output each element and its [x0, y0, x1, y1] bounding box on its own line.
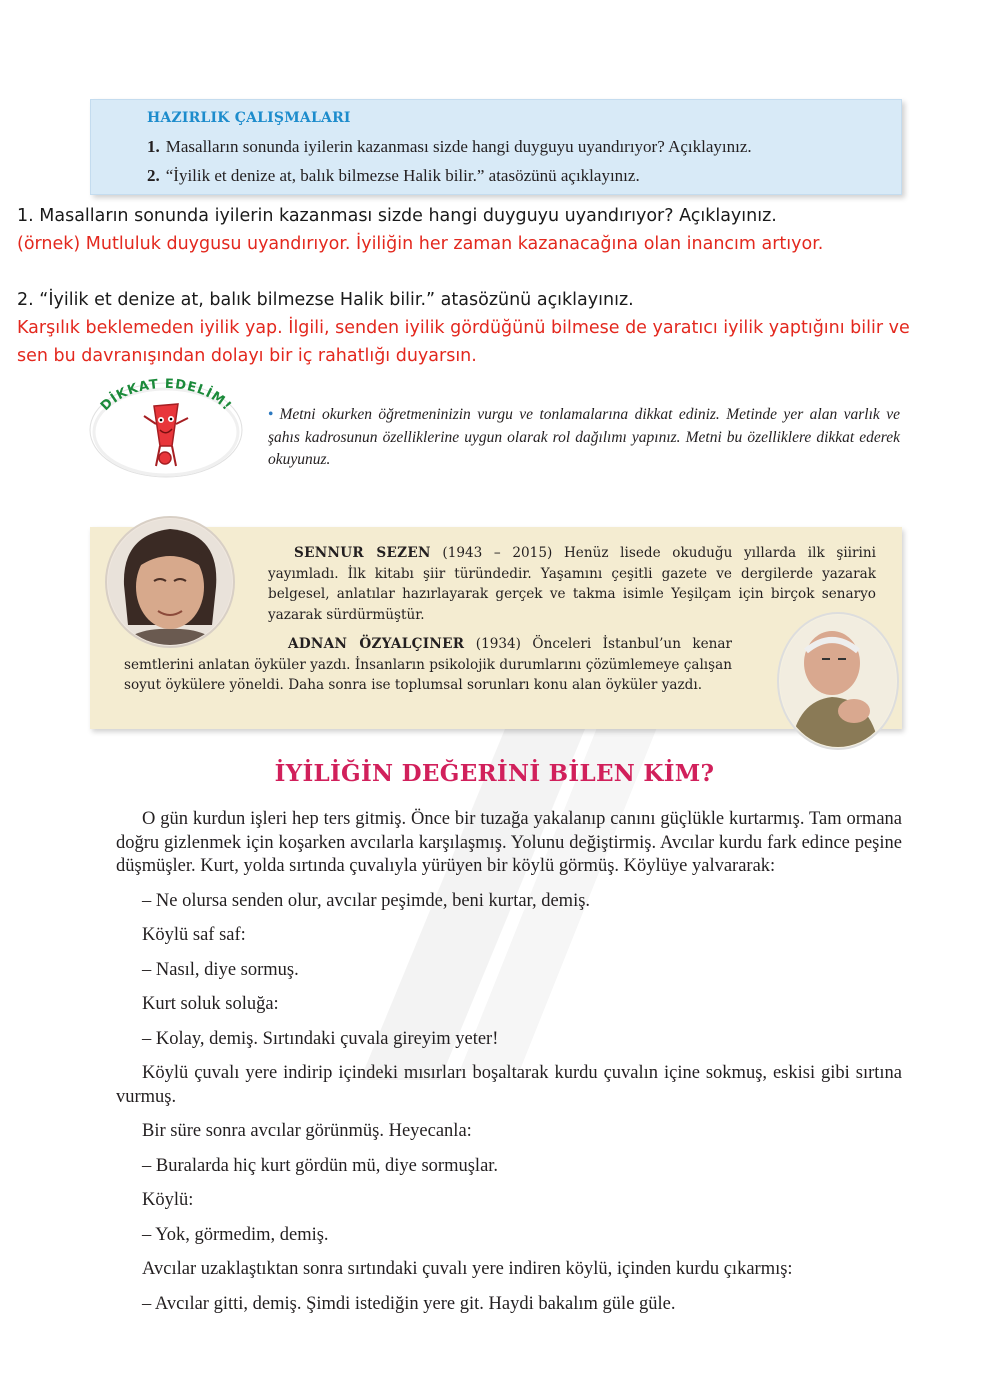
bullet-icon: •: [268, 406, 274, 423]
author-years: (1934): [475, 636, 521, 652]
preparation-question-2: [147, 166, 640, 186]
portrait-sennur-sezen: [104, 515, 236, 649]
story-paragraph: – Yok, görmedim, demiş.: [142, 1224, 329, 1245]
attention-badge-icon: [86, 376, 246, 480]
author-name: SENNUR SEZEN: [294, 545, 431, 561]
question-text: Masalların sonunda iyilerin kazanması sizde hangi duyguyu uyandırıyor? Açıklayınız.: [165, 137, 752, 156]
answer-question-2: 2. “İyilik et denize at, balık bilmezse Halik bilir.” atasözünü açıklayınız.: [17, 290, 634, 310]
answer-2-line-1: Karşılık beklemeden iyilik yap. İlgili, senden iyilik gördüğünü bilmese de yaratıcı iyilik yaptığını bilir ve: [17, 318, 910, 338]
bio-sennur-sezen: [268, 543, 876, 625]
author-bio: Henüz lisede okuduğu yıllarda ilk şiirini yayımladı. İlk kitabı şiir türündedir. Yaşamını çeşitli gazete ve dergilerde yazarak belgesel, anlatılar hazırlayarak gerçek ve takma isimle Yeşilçam için birçok senaryo yazarak sürdürmüştür.: [268, 545, 876, 623]
question-text: “İyilik et denize at, balık bilmezse Halik bilir.” atasözünü açıklayınız.: [165, 166, 640, 185]
preparation-question-1: [147, 137, 752, 157]
story-paragraph: Bir süre sonra avcılar görünmüş. Heyecanla:: [142, 1121, 472, 1141]
attention-instruction: Metni okurken öğretmeninizin vurgu ve tonlamalarına dikkat ediniz. Metinde yer alan varlık ve şahıs kadrosunun özelliklerine uygun olarak rol dağılımı yapınız. Metni bu özelliklere dikkat ederek okuyunuz.: [268, 406, 900, 468]
story-title: İYİLİĞİN DEĞERİNİ BİLEN KİM?: [274, 760, 715, 787]
story-paragraph: – Avcılar gitti, demiş. Şimdi istediğin yere git. Haydi bakalım güle güle.: [142, 1293, 676, 1314]
answer-2-line-2: sen bu davranışından dolayı bir iç rahatlığı duyarsın.: [17, 346, 477, 366]
story-paragraph: Avcılar uzaklaştıktan sonra sırtındaki çuvalı yere indiren köylü, içinden kurdu çıkarmış:: [142, 1259, 793, 1279]
story-paragraph: Kurt soluk soluğa:: [142, 994, 279, 1014]
answer-question-1: 1. Masalların sonunda iyilerin kazanması sizde hangi duyguyu uyandırıyor? Açıklayınız.: [17, 206, 777, 226]
preparation-box: [90, 99, 902, 195]
author-years: (1943 – 2015): [442, 545, 553, 561]
story-paragraph: Köylü saf saf:: [142, 925, 246, 945]
author-name: ADNAN ÖZYALÇINER: [288, 636, 465, 652]
answer-1: (örnek) Mutluluk duygusu uyandırıyor. İyiliğin her zaman kazanacağına olan inancım artıyor.: [17, 234, 824, 254]
svg-text:DİKKAT EDELİM!: DİKKAT EDELİM!: [97, 376, 235, 415]
story-paragraph: Köylü çuvalı yere indirip içindeki mısırları boşaltarak kurdu çuvalın içine sokmuş, eskisi gibi sırtına vurmuş.: [116, 1063, 902, 1107]
preparation-title: HAZIRLIK ÇALIŞMALARI: [147, 110, 351, 126]
portrait-adnan-ozyalciner: [776, 611, 900, 751]
story-paragraph: – Nasıl, diye sormuş.: [142, 959, 299, 980]
question-number: 2.: [147, 166, 160, 185]
bio-adnan-ozyalciner: [124, 634, 732, 696]
story-paragraph: – Ne olursa senden olur, avcılar peşimde, beni kurtar, demiş.: [142, 890, 591, 911]
author-bio: Önceleri İstanbul’un kenar semtlerini anlatan öyküler yazdı. İnsanların psikolojik durumlarını çözümlemeye çalışan soyut öykülere yöneldi. Daha sonra ise toplumsal sorunları konu alan öyküler yazdı.: [124, 636, 733, 693]
story-paragraph: Köylü:: [142, 1190, 194, 1210]
story-paragraph: – Buralarda hiç kurt gördün mü, diye sormuşlar.: [142, 1155, 499, 1176]
story-paragraph: – Kolay, demiş. Sırtındaki çuvala gireyim yeter!: [142, 1028, 499, 1049]
question-number: 1.: [147, 137, 160, 156]
story-paragraph: O gün kurdun işleri hep ters gitmiş. Önce bir tuzağa yakalanıp canını güçlükle kurtarmış. Tam ormana doğru gizlenmek için koşarken avcılarla karşılaşmış. Yolunu değiştirmiş. Avcılar kurdu fark edince peşine düşmüşler. Kurt, yolda sırtında çuvalıyla yürüyen bir köylü görmüş. Köylüye yalvararak:: [116, 809, 902, 876]
attention-text: [268, 404, 900, 472]
story-body: [116, 808, 902, 1316]
